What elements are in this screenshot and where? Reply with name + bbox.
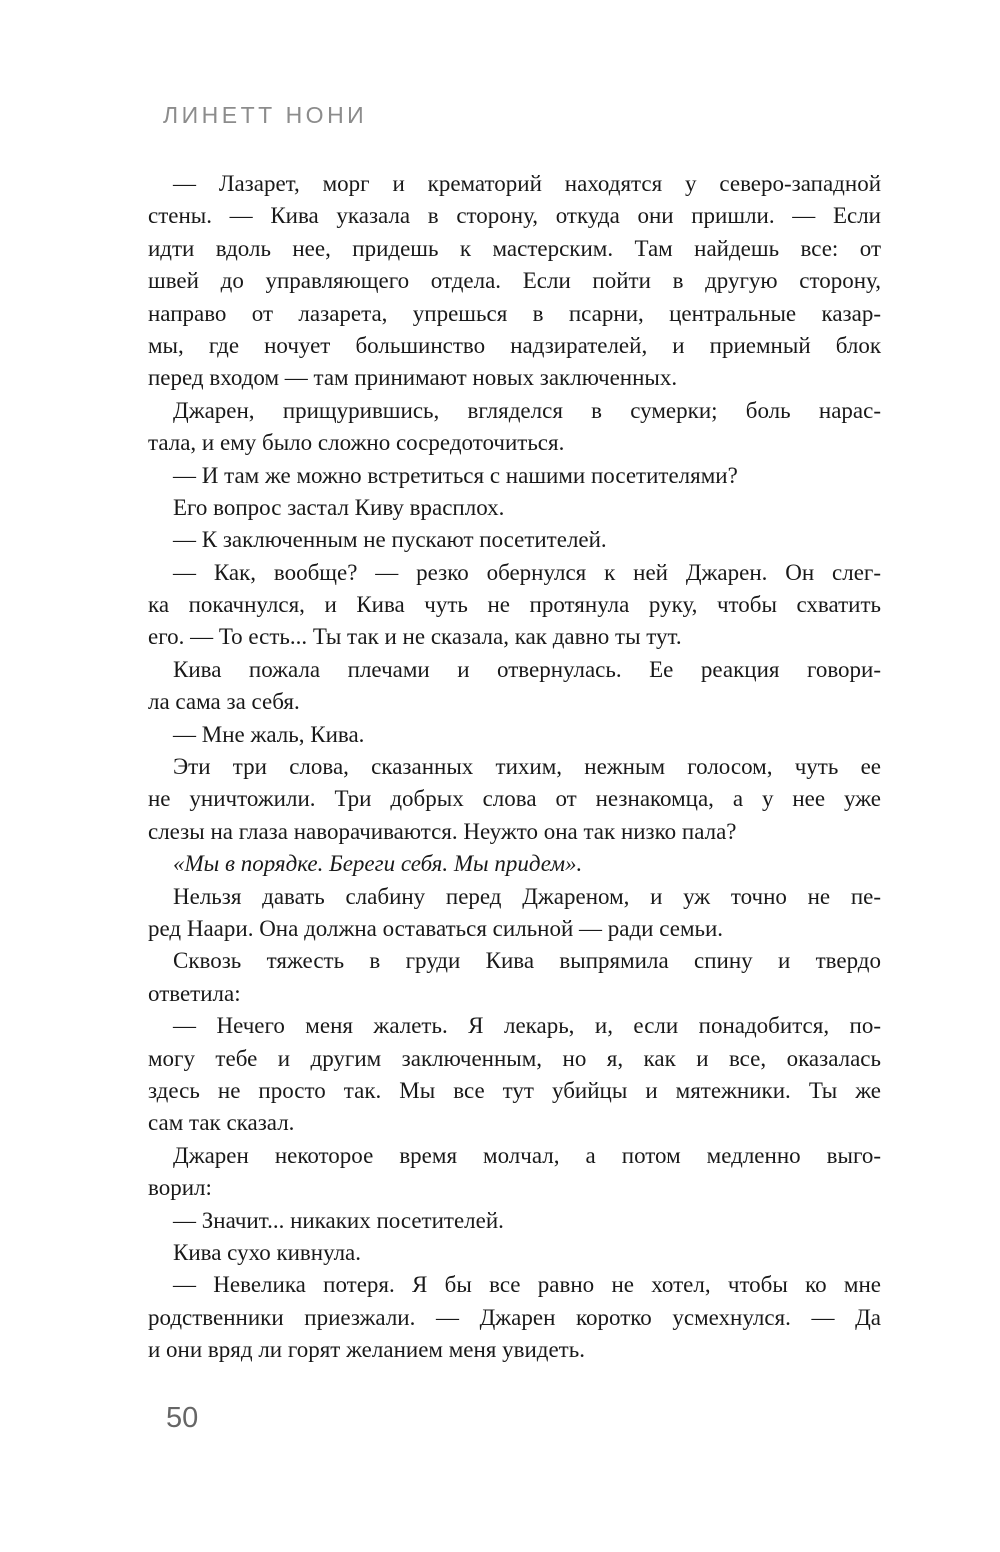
- text-line: Кива пожала плечами и отвернулась. Ее реакция говори-: [173, 656, 881, 682]
- text-line: направо от лазарета, упрешься в псарни, центральные казар-: [148, 300, 881, 326]
- text-line: ла сама за себя.: [148, 689, 300, 715]
- text-line: тала, и ему было сложно сосредоточиться.: [148, 430, 565, 456]
- body-text: [148, 168, 881, 1366]
- text-line: Джарен некоторое время молчал, а потом медленно выго-: [173, 1142, 881, 1168]
- text-line: Кива сухо кивнула.: [173, 1239, 362, 1265]
- text-line: Эти три слова, сказанных тихим, нежным голосом, чуть ее: [173, 754, 881, 780]
- text-line: ка покачнулся, и Кива чуть не протянула руку, чтобы схватить: [148, 592, 881, 618]
- page-number: 50: [166, 1402, 199, 1434]
- text-line: мы, где ночует большинство надзирателей, и приемный блок: [148, 332, 881, 358]
- text-line: — К заключенным не пускают посетителей.: [173, 527, 607, 553]
- text-line: его. — То есть... Ты так и не сказала, как давно ты тут.: [148, 624, 682, 650]
- text-line: и они вряд ли горят желанием меня увидеть.: [148, 1337, 585, 1363]
- running-header: ЛИНЕТТ НОНИ: [163, 102, 368, 128]
- text-line: ред Наари. Она должна оставаться сильной — ради семьи.: [148, 915, 724, 941]
- text-line: — Как, вообще? — резко обернулся к ней Джарен. Он слег-: [173, 559, 881, 585]
- text-line: перед входом — там принимают новых заключенных.: [148, 365, 678, 391]
- text-line: сам так сказал.: [148, 1110, 295, 1136]
- text-line: здесь не просто так. Мы все тут убийцы и мятежники. Ты же: [148, 1077, 881, 1103]
- text-line: могу тебе и другим заключенным, но я, как и все, оказалась: [148, 1045, 881, 1071]
- text-line: ворил:: [148, 1175, 212, 1201]
- text-line: не уничтожили. Три добрых слова от незнакомца, а у нее уже: [148, 786, 881, 812]
- text-line: — Мне жаль, Кива.: [173, 721, 365, 747]
- text-line: «Мы в порядке. Береги себя. Мы придем».: [173, 851, 583, 877]
- text-line: родственники приезжали. — Джарен коротко усмехнулся. — Да: [148, 1304, 881, 1330]
- text-line: — Нечего меня жалеть. Я лекарь, и, если понадобится, по-: [173, 1013, 881, 1039]
- text-line: — И там же можно встретиться с нашими посетителями?: [173, 462, 738, 488]
- text-line: ответила:: [148, 980, 241, 1006]
- text-line: — Невелика потеря. Я бы все равно не хотел, чтобы ко мне: [173, 1272, 881, 1298]
- text-line: Сквозь тяжесть в груди Кива выпрямила спину и твердо: [173, 948, 881, 974]
- text-line: Нельзя давать слабину перед Джареном, и уж точно не пе-: [173, 883, 881, 909]
- text-line: — Лазарет, морг и крематорий находятся у северо-западной: [173, 171, 881, 196]
- text-line: — Значит... никаких посетителей.: [173, 1207, 504, 1233]
- text-line: стены. — Кива указала в сторону, откуда они пришли. — Если: [148, 203, 881, 229]
- text-line: идти вдоль нее, придешь к мастерским. Там найдешь все: от: [148, 235, 881, 261]
- text-line: швей до управляющего отдела. Если пойти в другую сторону,: [148, 268, 881, 294]
- text-line: Его вопрос застал Киву врасплох.: [173, 494, 505, 520]
- text-line: слезы на глаза наворачиваются. Неужто она так низко пала?: [148, 818, 737, 844]
- text-line: Джарен, прищурившись, вгляделся в сумерки; боль нарас-: [173, 397, 881, 423]
